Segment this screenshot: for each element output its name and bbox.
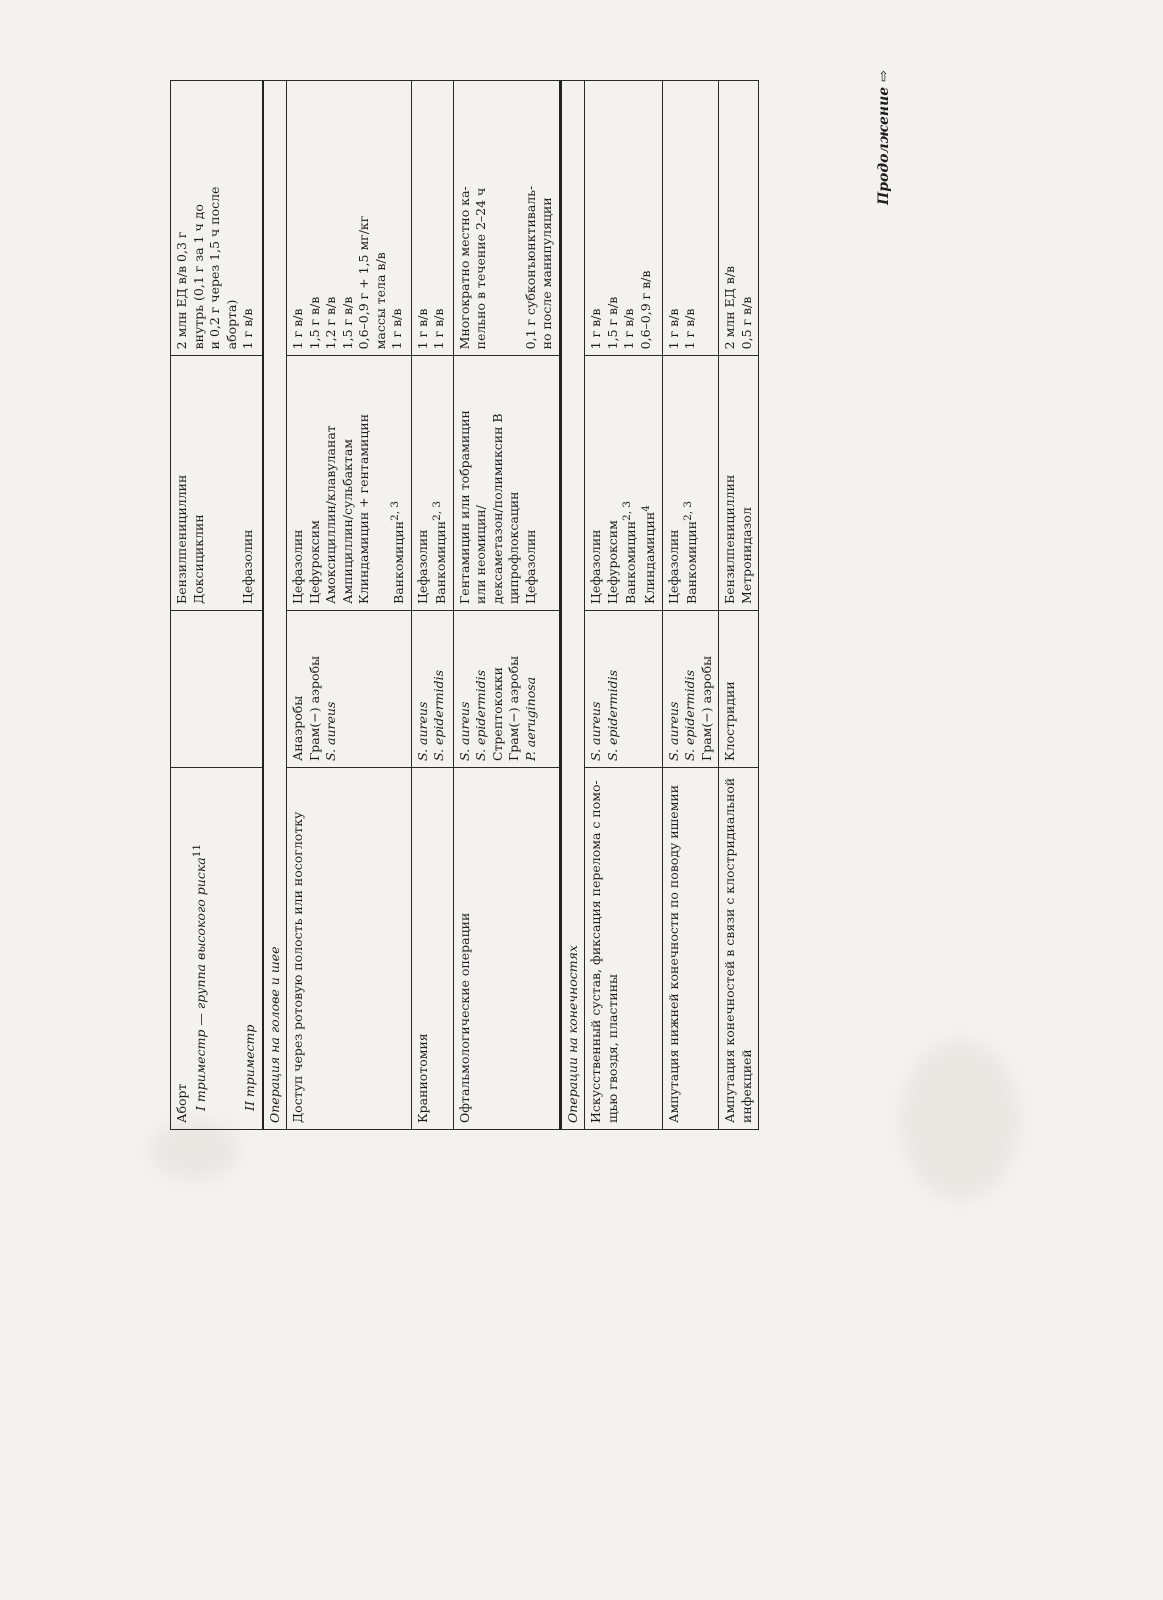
procedure-cell [662,768,719,1130]
drugs-cell [171,356,263,611]
pathogens-cell [662,610,719,767]
drug-name: Амоксициллин/клавуланат [323,425,339,604]
drugs-cell [453,356,560,611]
dose-text: 1 г в/в [588,308,604,350]
pathogens-cell [171,610,263,767]
procedure-cell [171,768,263,1130]
procedure-cell [719,768,759,1130]
procedure-cell [287,768,412,1130]
pathogens-cell [585,610,662,767]
drug-name: дексаметазон/полимиксин В [489,413,505,604]
pathogen: S. epidermidis [431,669,447,762]
drug-name: или неомицин/ [473,505,489,604]
pathogen: S. epidermidis [682,669,698,762]
table-row [585,81,662,1130]
drug-name: Цефуроксим [604,520,620,604]
procedure-cell [453,768,560,1130]
procedure-subitem: I триместр — группа высокого риска [192,857,208,1111]
pathogen: S. aureus [588,701,604,762]
dose-text: 1,5 г в/в [604,296,620,350]
drug-name: Клиндамицин [642,511,658,604]
drug-name: Бензилпенициллин [722,474,738,604]
section-heading: Операции на конечностях [560,81,585,1130]
dose-text: 0,1 г субконъюнктиваль- [522,185,538,350]
procedure-title: Доступ через ротовую полость или носоглотку [290,811,306,1123]
pathogen: Грам(−) аэробы [698,655,714,762]
drug-name: Метронидазол [738,507,754,604]
dose-cell [411,81,453,356]
dose-text: но после манипуляции [539,197,555,350]
dose-text: 1,5 г в/в [339,296,355,350]
pathogen: Анаэробы [290,695,306,762]
section-row [560,81,585,1130]
dose-text: 1,5 г в/в [306,296,322,350]
procedure-title: щью гвоздя, пластины [604,974,620,1123]
pathogen: S. epidermidis [473,669,489,762]
drug-name: Цефазолин [240,529,255,604]
drugs-cell [585,356,662,611]
pathogen: Грам(−) аэробы [306,655,322,762]
dose-text: 1 г в/в [240,308,255,350]
pathogens-cell [411,610,453,767]
dose-text: 1 г в/в [682,308,698,350]
pathogens-cell [453,610,560,767]
dose-text: 0,5 г в/в [738,296,754,350]
pathogens-cell [287,610,412,767]
footnote-ref: 2, 3 [431,501,444,521]
pathogen: S. epidermidis [604,669,620,762]
dose-text: аборта) [223,299,239,350]
dose-text: 0,6–0,9 г в/в [637,270,653,350]
table-row [662,81,719,1130]
drugs-cell [411,356,453,611]
drugs-cell [719,356,759,611]
procedure-title: Искусственный сустав, фиксация перелома с помо- [588,780,604,1123]
footnote-ref: 11 [190,844,203,858]
procedure-cell [411,768,453,1130]
drug-name: Цефазолин [522,529,538,604]
pathogen: S. aureus [456,701,472,762]
pathogen: S. aureus [665,701,681,762]
drug-name: Доксициклин [190,514,206,604]
dose-cell [662,81,719,356]
footnote-ref: 2, 3 [621,501,634,521]
dose-cell [287,81,412,356]
dose-text: пельно в течение 2–24 ч [473,187,489,350]
section-row [263,81,287,1130]
procedure-title: Ампутация конечностей в связи с клостридиальной [722,777,738,1123]
dose-text: 2 млн ЕД в/в 0,3 г [174,231,189,350]
dose-text: 1,2 г в/в [323,296,339,350]
pathogen: Стрептококки [489,667,505,762]
dose-text: массы тела в/в [372,252,388,350]
procedure-title: Офтальмологические операции [456,912,472,1123]
footnote-ref: 2, 3 [389,501,402,521]
drug-name: Ванкомицин [623,520,639,604]
section-heading: Операция на голове и шее [263,81,287,1130]
rotated-table-wrapper [170,80,870,1130]
procedure-title: инфекцией [738,1049,754,1123]
table-row [411,81,453,1130]
dose-cell [171,81,263,356]
drug-name: Бензилпенициллин [174,474,189,604]
table-row [287,81,412,1130]
drug-name: Ванкомицин [433,520,449,604]
procedure-subitem: II триместр [242,1024,258,1111]
drug-name: Ванкомицин [391,520,407,604]
drug-name: Цефуроксим [306,520,322,604]
drugs-cell [662,356,719,611]
dose-cell [585,81,662,356]
footnote-ref: 2, 3 [682,501,695,521]
table-row [453,81,560,1130]
procedure-title: Краниотомия [414,1033,430,1123]
drug-name: Цефазолин [665,529,681,604]
table-row [171,81,263,1130]
dose-text: 0,6–0,9 г + 1,5 мг/кг [356,215,372,350]
procedure-title: Ампутация нижней конечности по поводу ишемии [665,784,681,1123]
dose-text: и 0,2 г через 1,5 ч после [207,186,222,350]
dose-text: 1 г в/в [414,308,430,350]
drug-name: Ванкомицин [684,520,700,604]
pathogen: Грам(−) аэробы [506,655,522,762]
dose-text: Многократно местно ка- [456,186,472,350]
drug-name: ципрофлоксацин [506,491,522,604]
drugs-cell [287,356,412,611]
procedure-cell [585,768,662,1130]
continuation-label: Продолжение ⇨ [876,70,892,205]
drug-name: Цефазолин [290,529,306,604]
scan-smudge [900,1040,1020,1200]
pathogen: P. aeruginosa [522,676,538,762]
dose-text: 2 млн ЕД в/в [722,265,738,350]
drug-name: Цефазолин [414,529,430,604]
dose-cell [719,81,759,356]
drug-name: Ампициллин/сульбактам [339,439,355,604]
table-row [719,81,759,1130]
dose-text: внутрь (0,1 г за 1 ч до [190,204,206,350]
antibiotic-prophylaxis-table [170,80,759,1130]
drug-name: Гентамицин или тобрамицин [456,410,472,604]
footnote-ref: 4 [640,505,653,512]
drug-name: Клиндамицин + гентамицин [356,413,372,604]
dose-text: 1 г в/в [290,308,306,350]
dose-text: 1 г в/в [621,308,637,350]
dose-cell [453,81,560,356]
drug-name: Цефазолин [588,529,604,604]
dose-text: 1 г в/в [665,308,681,350]
dose-text: 1 г в/в [431,308,447,350]
pathogens-cell [719,610,759,767]
dose-text: 1 г в/в [389,308,405,350]
pathogen: S. aureus [414,701,430,762]
procedure-title: Аборт [174,1083,189,1123]
pathogen: S. aureus [323,701,339,762]
pathogen: Клостридии [722,681,738,762]
